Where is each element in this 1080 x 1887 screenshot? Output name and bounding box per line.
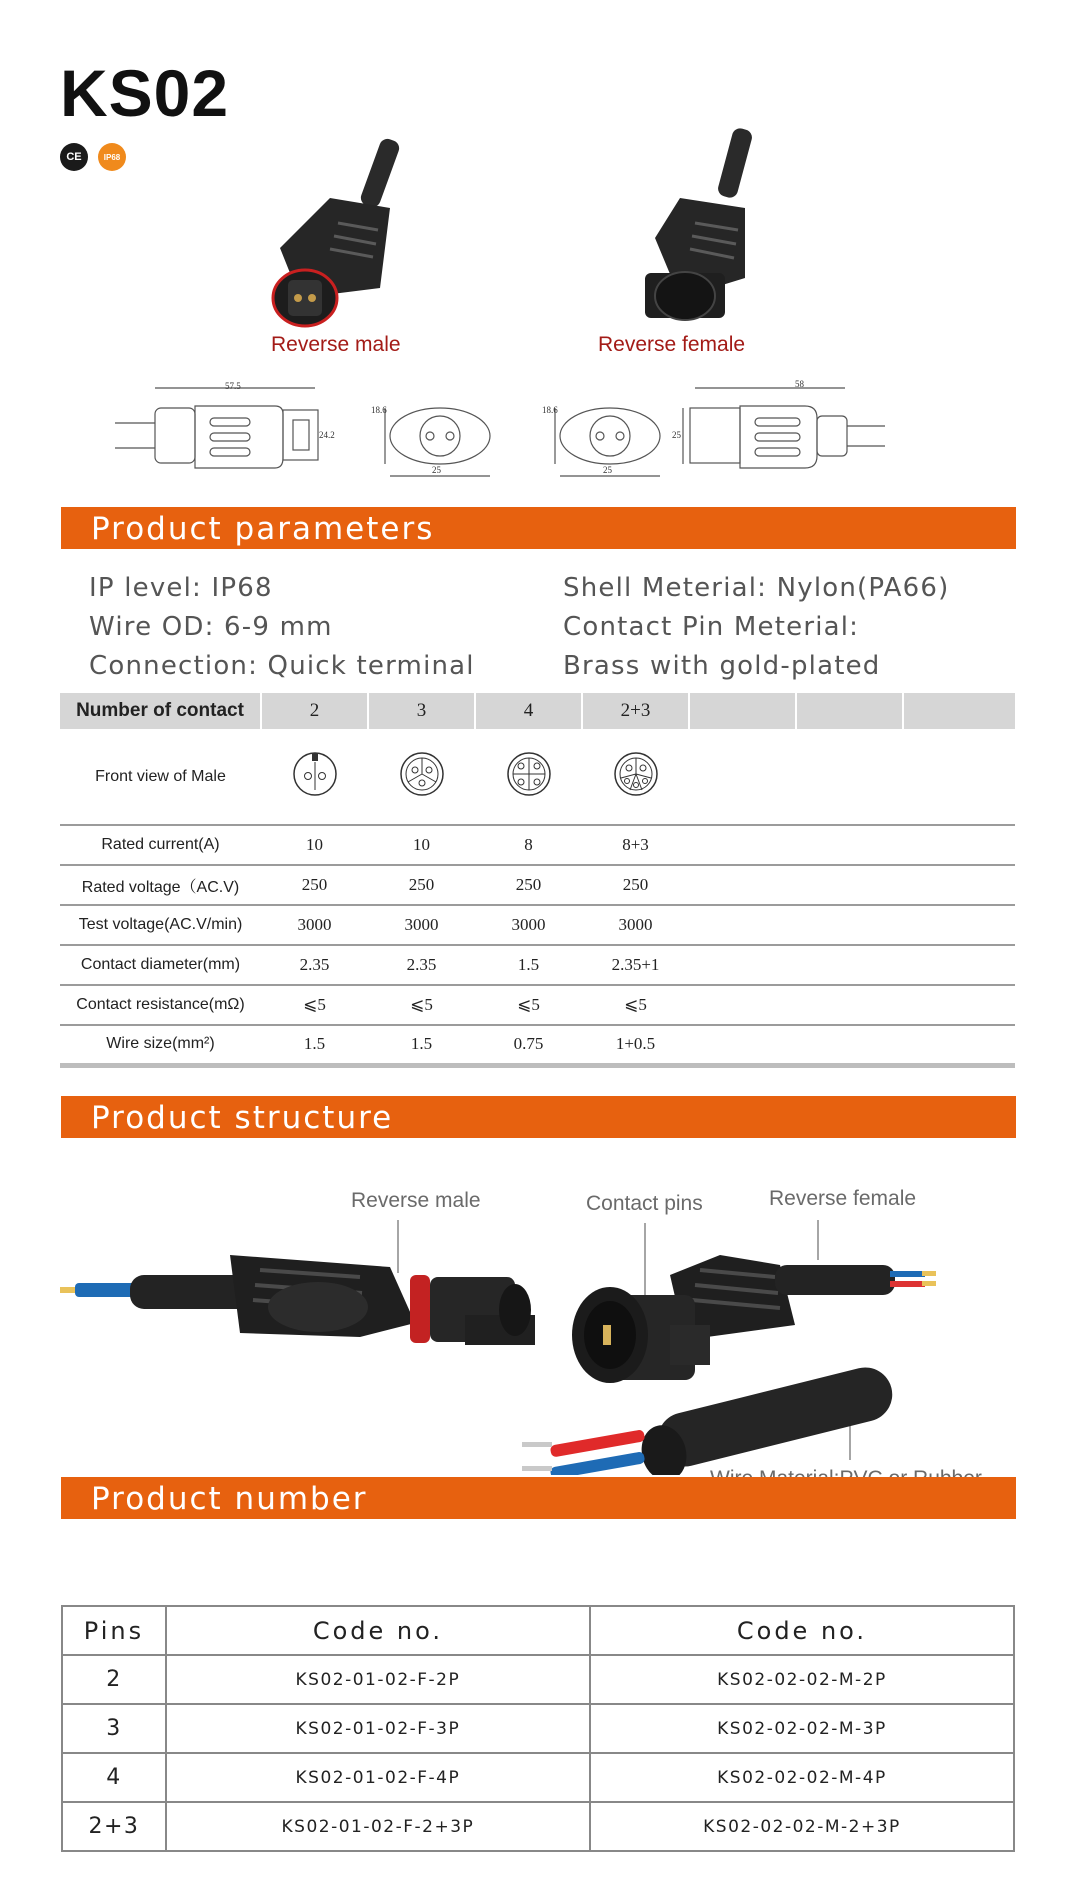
dim-female-length: 58 [795,379,804,389]
col-header-code-male: Code no. [590,1606,1014,1655]
table-row [62,1802,1014,1851]
row-pins: 4 [62,1753,166,1802]
spec-table-header-row [60,693,1015,729]
row-code-female: KS02-01-02-F-3P [166,1704,590,1753]
table-row [62,1655,1014,1704]
spec-value: 250 [475,865,582,905]
reverse-female-connector-image [620,118,780,333]
param-shell-material: Shell Meterial: Nylon(PA66) [563,573,950,603]
spec-value: 3000 [261,905,368,945]
row-code-female: KS02-01-02-F-2+3P [166,1802,590,1851]
spec-value: 250 [368,865,475,905]
row-code-female: KS02-01-02-F-4P [166,1753,590,1802]
row-code-male: KS02-02-02-M-2P [590,1655,1014,1704]
spec-empty-cell [903,729,1015,825]
spec-value: 0.75 [475,1025,582,1065]
table-row [62,1704,1014,1753]
param-pin-material-value: Brass with gold-plated [563,651,881,681]
spec-empty-cell [689,905,796,945]
spec-front-view-label: Front view of Male [60,729,261,825]
spec-value: 3000 [582,905,689,945]
spec-value: 1.5 [261,1025,368,1065]
structure-pins-callout: Contact pins [586,1192,703,1215]
spec-empty-cell [796,905,903,945]
param-pin-material: Contact Pin Meterial: [563,612,860,642]
spec-value: ⩽5 [368,985,475,1025]
ce-mark-icon: CE [60,143,88,171]
spec-value: 10 [261,825,368,865]
reverse-male-connector-image [260,128,420,328]
row-code-male: KS02-02-02-M-3P [590,1704,1014,1753]
spec-row-wire-size [60,1025,1015,1065]
spec-contact-count: 3 [368,693,475,729]
param-ip-level: IP level: IP68 [89,573,273,603]
structure-male-callout: Reverse male [351,1189,481,1212]
spec-value: 2.35 [261,945,368,985]
row-code-male: KS02-02-02-M-2+3P [590,1802,1014,1851]
spec-value: 3000 [368,905,475,945]
dim-front-h-1: 18.6 [371,405,387,415]
spec-empty-cell [903,985,1015,1025]
spec-row-contact-resistance [60,985,1015,1025]
section-banner-parameters: Product parameters [61,507,1016,549]
spec-empty-cell [689,945,796,985]
spec-empty-cell [796,729,903,825]
number-table-header [62,1606,1014,1655]
spec-empty-cell [903,1025,1015,1065]
spec-row-rated-current [60,825,1015,865]
spec-row-label: Contact resistance(mΩ) [60,985,261,1025]
spec-empty-cell [903,905,1015,945]
param-wire-od: Wire OD: 6-9 mm [89,612,333,642]
dim-male-height: 24.2 [319,430,335,440]
spec-contact-count: 4 [475,693,582,729]
row-code-female: KS02-01-02-F-2P [166,1655,590,1704]
spec-value: 1+0.5 [582,1025,689,1065]
spec-row-label: Test voltage(AC.V/min) [60,905,261,945]
spec-empty-cell [903,865,1015,905]
row-pins: 2 [62,1655,166,1704]
spec-value: 8+3 [582,825,689,865]
row-pins: 3 [62,1704,166,1753]
front-view-2pin-icon [261,729,368,825]
spec-value: 2.35+1 [582,945,689,985]
col-header-code-female: Code no. [166,1606,590,1655]
spec-header-empty [796,693,903,729]
spec-value: 1.5 [475,945,582,985]
spec-empty-cell [689,729,796,825]
spec-empty-cell [689,1025,796,1065]
spec-table [60,693,1015,1068]
spec-empty-cell [796,985,903,1025]
dim-front-w-2: 25 [603,465,612,475]
spec-empty-cell [796,825,903,865]
spec-row-contact-diameter [60,945,1015,985]
spec-contact-count: 2 [261,693,368,729]
product-title: KS02 [60,56,230,130]
dim-front-h-2: 18.6 [542,405,558,415]
front-view-2plus3pin-icon [582,729,689,825]
ip68-badge-icon: IP68 [98,143,126,171]
spec-value: 1.5 [368,1025,475,1065]
spec-empty-cell [796,945,903,985]
front-view-3pin-icon [368,729,475,825]
spec-row-test-voltage [60,905,1015,945]
col-header-pins: Pins [62,1606,166,1655]
spec-header-label: Number of contact [60,693,261,729]
spec-value: 8 [475,825,582,865]
hero-male-label: Reverse male [271,333,401,356]
table-row [62,1753,1014,1802]
spec-row-label: Wire size(mm²) [60,1025,261,1065]
spec-value: 250 [261,865,368,905]
spec-value: 250 [582,865,689,905]
spec-row-label: Rated current(A) [60,825,261,865]
row-pins: 2+3 [62,1802,166,1851]
spec-empty-cell [689,825,796,865]
spec-value: 3000 [475,905,582,945]
spec-empty-cell [796,865,903,905]
spec-empty-cell [689,985,796,1025]
product-number-table [61,1605,1015,1852]
spec-value: ⩽5 [582,985,689,1025]
spec-contact-count: 2+3 [582,693,689,729]
spec-value: ⩽5 [261,985,368,1025]
row-code-male: KS02-02-02-M-4P [590,1753,1014,1802]
spec-value: 2.35 [368,945,475,985]
dim-female-height: 25 [672,430,681,440]
dim-male-length: 57.5 [225,381,241,391]
spec-row-rated-voltage [60,865,1015,905]
param-connection: Connection: Quick terminal [89,651,475,681]
spec-empty-cell [796,1025,903,1065]
spec-empty-cell [689,865,796,905]
spec-row-label: Rated voltage（AC.V) [60,865,261,905]
hero-female-label: Reverse female [598,333,746,356]
spec-row-label: Contact diameter(mm) [60,945,261,985]
section-banner-number: Product number [61,1477,1016,1519]
section-banner-structure: Product structure [61,1096,1016,1138]
spec-header-empty [903,693,1015,729]
spec-header-empty [689,693,796,729]
spec-front-view-row [60,729,1015,825]
dim-front-w-1: 25 [432,465,441,475]
spec-empty-cell [903,825,1015,865]
spec-value: ⩽5 [475,985,582,1025]
spec-value: 10 [368,825,475,865]
technical-drawings [105,378,935,488]
spec-empty-cell [903,945,1015,985]
front-view-4pin-icon [475,729,582,825]
structure-female-callout: Reverse female [769,1187,917,1210]
structure-illustration [60,1215,1010,1475]
